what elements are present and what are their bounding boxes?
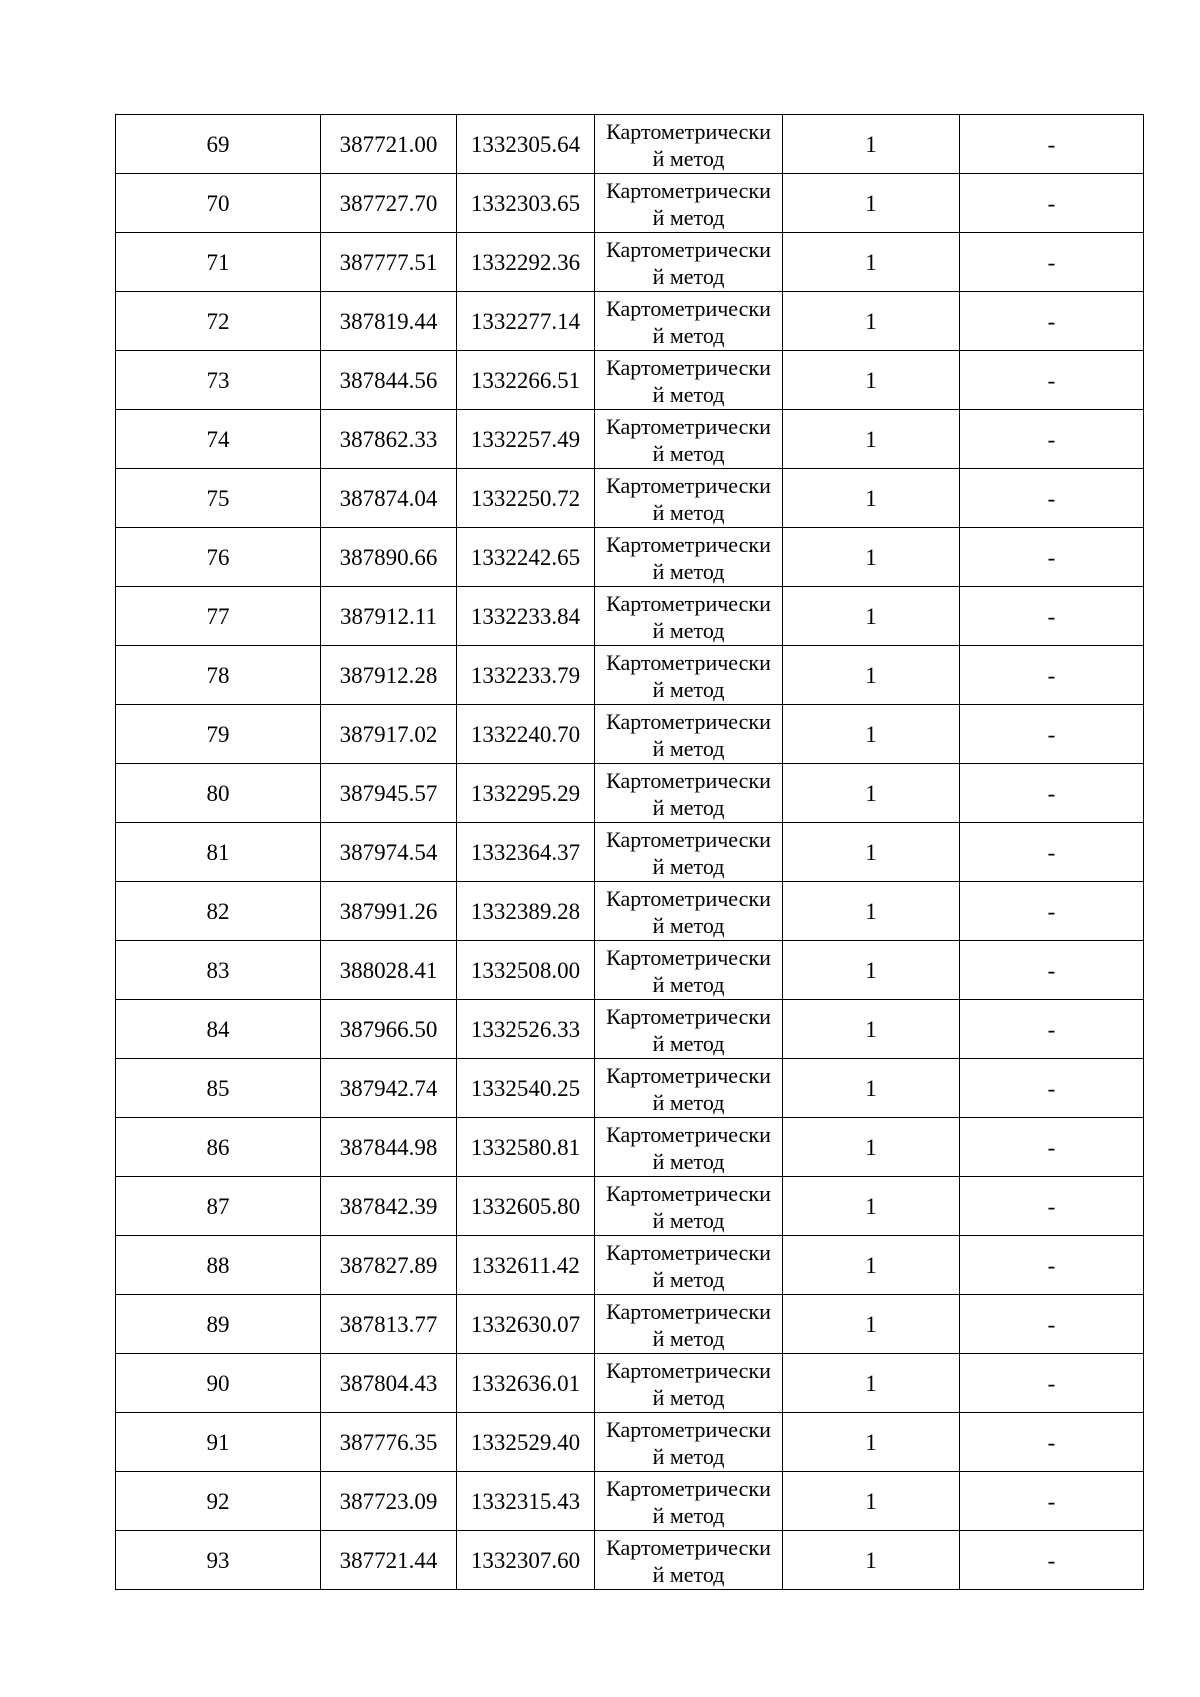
- accuracy-cell: 1: [783, 587, 960, 646]
- method-cell: [595, 1118, 783, 1177]
- method-line-2: й метод: [652, 1444, 725, 1469]
- table-row: [116, 646, 1144, 705]
- note-cell: -: [960, 646, 1144, 705]
- note-cell: -: [960, 1531, 1144, 1590]
- note-cell: -: [960, 587, 1144, 646]
- method-line-2: й метод: [652, 1149, 725, 1174]
- accuracy-cell: 1: [783, 941, 960, 1000]
- point-number-cell: 69: [116, 115, 321, 174]
- point-number-cell: 72: [116, 292, 321, 351]
- method-line-1: Картометрически: [606, 768, 771, 793]
- table-row: [116, 941, 1144, 1000]
- point-number-cell: 92: [116, 1472, 321, 1531]
- method-cell: [595, 115, 783, 174]
- y-coordinate-cell: 1332242.65: [457, 528, 595, 587]
- note-cell: -: [960, 410, 1144, 469]
- method-cell: [595, 882, 783, 941]
- note-cell: -: [960, 1177, 1144, 1236]
- method-cell: [595, 1413, 783, 1472]
- accuracy-cell: 1: [783, 469, 960, 528]
- y-coordinate-cell: 1332303.65: [457, 174, 595, 233]
- method-cell: [595, 1236, 783, 1295]
- x-coordinate-cell: 387974.54: [321, 823, 457, 882]
- method-line-2: й метод: [652, 1267, 725, 1292]
- accuracy-cell: 1: [783, 646, 960, 705]
- method-line-1: Картометрически: [606, 237, 771, 262]
- x-coordinate-cell: 387727.70: [321, 174, 457, 233]
- accuracy-cell: 1: [783, 882, 960, 941]
- x-coordinate-cell: 387842.39: [321, 1177, 457, 1236]
- method-cell: [595, 174, 783, 233]
- method-cell: [595, 1354, 783, 1413]
- method-cell: [595, 823, 783, 882]
- y-coordinate-cell: 1332508.00: [457, 941, 595, 1000]
- method-line-1: Картометрически: [606, 1240, 771, 1265]
- method-line-2: й метод: [652, 677, 725, 702]
- method-line-2: й метод: [652, 559, 725, 584]
- point-number-cell: 81: [116, 823, 321, 882]
- point-number-cell: 71: [116, 233, 321, 292]
- note-cell: -: [960, 174, 1144, 233]
- table-row: [116, 882, 1144, 941]
- table-row: [116, 351, 1144, 410]
- method-line-2: й метод: [652, 854, 725, 879]
- x-coordinate-cell: 387917.02: [321, 705, 457, 764]
- method-line-2: й метод: [652, 382, 725, 407]
- y-coordinate-cell: 1332315.43: [457, 1472, 595, 1531]
- method-line-1: Картометрически: [606, 1358, 771, 1383]
- point-number-cell: 78: [116, 646, 321, 705]
- method-line-2: й метод: [652, 913, 725, 938]
- method-line-1: Картометрически: [606, 414, 771, 439]
- method-line-2: й метод: [652, 1385, 725, 1410]
- method-cell: [595, 1059, 783, 1118]
- table-row: [116, 1413, 1144, 1472]
- y-coordinate-cell: 1332611.42: [457, 1236, 595, 1295]
- table-row: [116, 174, 1144, 233]
- point-number-cell: 80: [116, 764, 321, 823]
- point-number-cell: 73: [116, 351, 321, 410]
- accuracy-cell: 1: [783, 1236, 960, 1295]
- method-line-1: Картометрически: [606, 473, 771, 498]
- method-cell: [595, 646, 783, 705]
- y-coordinate-cell: 1332526.33: [457, 1000, 595, 1059]
- method-line-1: Картометрически: [606, 355, 771, 380]
- table-row: [116, 1236, 1144, 1295]
- method-cell: [595, 292, 783, 351]
- coordinates-table: [115, 114, 1144, 1590]
- method-line-1: Картометрически: [606, 1004, 771, 1029]
- y-coordinate-cell: 1332292.36: [457, 233, 595, 292]
- method-line-1: Картометрически: [606, 1417, 771, 1442]
- x-coordinate-cell: 387912.11: [321, 587, 457, 646]
- y-coordinate-cell: 1332233.84: [457, 587, 595, 646]
- note-cell: -: [960, 292, 1144, 351]
- x-coordinate-cell: 387844.98: [321, 1118, 457, 1177]
- method-cell: [595, 1472, 783, 1531]
- point-number-cell: 90: [116, 1354, 321, 1413]
- note-cell: -: [960, 882, 1144, 941]
- y-coordinate-cell: 1332233.79: [457, 646, 595, 705]
- x-coordinate-cell: 387991.26: [321, 882, 457, 941]
- method-line-2: й метод: [652, 1090, 725, 1115]
- point-number-cell: 76: [116, 528, 321, 587]
- y-coordinate-cell: 1332250.72: [457, 469, 595, 528]
- method-line-2: й метод: [652, 441, 725, 466]
- point-number-cell: 75: [116, 469, 321, 528]
- method-line-1: Картометрически: [606, 886, 771, 911]
- point-number-cell: 85: [116, 1059, 321, 1118]
- y-coordinate-cell: 1332240.70: [457, 705, 595, 764]
- y-coordinate-cell: 1332630.07: [457, 1295, 595, 1354]
- table-row: [116, 705, 1144, 764]
- note-cell: -: [960, 1000, 1144, 1059]
- method-cell: [595, 764, 783, 823]
- accuracy-cell: 1: [783, 233, 960, 292]
- table-row: [116, 410, 1144, 469]
- x-coordinate-cell: 387804.43: [321, 1354, 457, 1413]
- table-row: [116, 764, 1144, 823]
- x-coordinate-cell: 387966.50: [321, 1000, 457, 1059]
- note-cell: -: [960, 1059, 1144, 1118]
- x-coordinate-cell: 387827.89: [321, 1236, 457, 1295]
- note-cell: -: [960, 1236, 1144, 1295]
- method-cell: [595, 410, 783, 469]
- y-coordinate-cell: 1332277.14: [457, 292, 595, 351]
- note-cell: -: [960, 764, 1144, 823]
- method-line-2: й метод: [652, 146, 725, 171]
- point-number-cell: 88: [116, 1236, 321, 1295]
- accuracy-cell: 1: [783, 1354, 960, 1413]
- point-number-cell: 93: [116, 1531, 321, 1590]
- accuracy-cell: 1: [783, 410, 960, 469]
- x-coordinate-cell: 387777.51: [321, 233, 457, 292]
- method-cell: [595, 351, 783, 410]
- note-cell: -: [960, 1118, 1144, 1177]
- point-number-cell: 91: [116, 1413, 321, 1472]
- note-cell: -: [960, 823, 1144, 882]
- table-row: [116, 587, 1144, 646]
- x-coordinate-cell: 387874.04: [321, 469, 457, 528]
- accuracy-cell: 1: [783, 764, 960, 823]
- table-row: [116, 292, 1144, 351]
- note-cell: -: [960, 1472, 1144, 1531]
- method-line-2: й метод: [652, 1562, 725, 1587]
- method-line-2: й метод: [652, 205, 725, 230]
- y-coordinate-cell: 1332305.64: [457, 115, 595, 174]
- point-number-cell: 87: [116, 1177, 321, 1236]
- x-coordinate-cell: 387819.44: [321, 292, 457, 351]
- point-number-cell: 82: [116, 882, 321, 941]
- y-coordinate-cell: 1332540.25: [457, 1059, 595, 1118]
- table-row: [116, 469, 1144, 528]
- y-coordinate-cell: 1332307.60: [457, 1531, 595, 1590]
- method-line-1: Картометрически: [606, 650, 771, 675]
- x-coordinate-cell: 388028.41: [321, 941, 457, 1000]
- method-line-1: Картометрически: [606, 827, 771, 852]
- accuracy-cell: 1: [783, 292, 960, 351]
- method-line-1: Картометрически: [606, 591, 771, 616]
- y-coordinate-cell: 1332636.01: [457, 1354, 595, 1413]
- method-line-2: й метод: [652, 323, 725, 348]
- method-line-1: Картометрически: [606, 1181, 771, 1206]
- method-line-1: Картометрически: [606, 1476, 771, 1501]
- note-cell: -: [960, 233, 1144, 292]
- point-number-cell: 74: [116, 410, 321, 469]
- x-coordinate-cell: 387862.33: [321, 410, 457, 469]
- accuracy-cell: 1: [783, 115, 960, 174]
- y-coordinate-cell: 1332389.28: [457, 882, 595, 941]
- accuracy-cell: 1: [783, 1177, 960, 1236]
- accuracy-cell: 1: [783, 705, 960, 764]
- method-line-1: Картометрически: [606, 1063, 771, 1088]
- method-line-1: Картометрически: [606, 532, 771, 557]
- y-coordinate-cell: 1332580.81: [457, 1118, 595, 1177]
- point-number-cell: 77: [116, 587, 321, 646]
- method-cell: [595, 528, 783, 587]
- method-line-2: й метод: [652, 500, 725, 525]
- method-cell: [595, 1000, 783, 1059]
- y-coordinate-cell: 1332605.80: [457, 1177, 595, 1236]
- method-line-2: й метод: [652, 618, 725, 643]
- method-line-1: Картометрически: [606, 945, 771, 970]
- x-coordinate-cell: 387721.44: [321, 1531, 457, 1590]
- accuracy-cell: 1: [783, 823, 960, 882]
- method-line-2: й метод: [652, 795, 725, 820]
- table-row: [116, 1295, 1144, 1354]
- method-line-2: й метод: [652, 972, 725, 997]
- y-coordinate-cell: 1332295.29: [457, 764, 595, 823]
- x-coordinate-cell: 387776.35: [321, 1413, 457, 1472]
- note-cell: -: [960, 1354, 1144, 1413]
- accuracy-cell: 1: [783, 1118, 960, 1177]
- method-cell: [595, 705, 783, 764]
- x-coordinate-cell: 387890.66: [321, 528, 457, 587]
- x-coordinate-cell: 387942.74: [321, 1059, 457, 1118]
- method-cell: [595, 941, 783, 1000]
- accuracy-cell: 1: [783, 1295, 960, 1354]
- table-row: [116, 1531, 1144, 1590]
- x-coordinate-cell: 387723.09: [321, 1472, 457, 1531]
- method-line-1: Картометрически: [606, 178, 771, 203]
- y-coordinate-cell: 1332257.49: [457, 410, 595, 469]
- table-row: [116, 1000, 1144, 1059]
- point-number-cell: 79: [116, 705, 321, 764]
- note-cell: -: [960, 528, 1144, 587]
- note-cell: -: [960, 941, 1144, 1000]
- accuracy-cell: 1: [783, 1531, 960, 1590]
- x-coordinate-cell: 387945.57: [321, 764, 457, 823]
- table-row: [116, 1059, 1144, 1118]
- coordinates-table-body: [116, 115, 1144, 1590]
- x-coordinate-cell: 387912.28: [321, 646, 457, 705]
- table-row: [116, 823, 1144, 882]
- method-line-2: й метод: [652, 1503, 725, 1528]
- note-cell: -: [960, 469, 1144, 528]
- x-coordinate-cell: 387813.77: [321, 1295, 457, 1354]
- method-cell: [595, 1295, 783, 1354]
- method-line-2: й метод: [652, 1031, 725, 1056]
- method-line-1: Картометрически: [606, 119, 771, 144]
- accuracy-cell: 1: [783, 174, 960, 233]
- point-number-cell: 84: [116, 1000, 321, 1059]
- method-line-2: й метод: [652, 736, 725, 761]
- method-cell: [595, 469, 783, 528]
- accuracy-cell: 1: [783, 1472, 960, 1531]
- method-cell: [595, 233, 783, 292]
- method-line-2: й метод: [652, 1326, 725, 1351]
- method-line-1: Картометрически: [606, 296, 771, 321]
- method-line-1: Картометрически: [606, 1122, 771, 1147]
- x-coordinate-cell: 387844.56: [321, 351, 457, 410]
- method-cell: [595, 587, 783, 646]
- note-cell: -: [960, 1413, 1144, 1472]
- method-line-2: й метод: [652, 264, 725, 289]
- method-line-1: Картометрически: [606, 709, 771, 734]
- accuracy-cell: 1: [783, 351, 960, 410]
- accuracy-cell: 1: [783, 1000, 960, 1059]
- table-row: [116, 1354, 1144, 1413]
- point-number-cell: 86: [116, 1118, 321, 1177]
- accuracy-cell: 1: [783, 1413, 960, 1472]
- method-line-1: Картометрически: [606, 1299, 771, 1324]
- table-row: [116, 528, 1144, 587]
- method-line-1: Картометрически: [606, 1535, 771, 1560]
- note-cell: -: [960, 115, 1144, 174]
- method-line-2: й метод: [652, 1208, 725, 1233]
- table-row: [116, 1177, 1144, 1236]
- table-row: [116, 1118, 1144, 1177]
- table-row: [116, 115, 1144, 174]
- method-cell: [595, 1177, 783, 1236]
- table-row: [116, 1472, 1144, 1531]
- accuracy-cell: 1: [783, 1059, 960, 1118]
- y-coordinate-cell: 1332529.40: [457, 1413, 595, 1472]
- table-row: [116, 233, 1144, 292]
- point-number-cell: 89: [116, 1295, 321, 1354]
- y-coordinate-cell: 1332364.37: [457, 823, 595, 882]
- method-cell: [595, 1531, 783, 1590]
- x-coordinate-cell: 387721.00: [321, 115, 457, 174]
- point-number-cell: 70: [116, 174, 321, 233]
- y-coordinate-cell: 1332266.51: [457, 351, 595, 410]
- point-number-cell: 83: [116, 941, 321, 1000]
- note-cell: -: [960, 351, 1144, 410]
- accuracy-cell: 1: [783, 528, 960, 587]
- note-cell: -: [960, 705, 1144, 764]
- note-cell: -: [960, 1295, 1144, 1354]
